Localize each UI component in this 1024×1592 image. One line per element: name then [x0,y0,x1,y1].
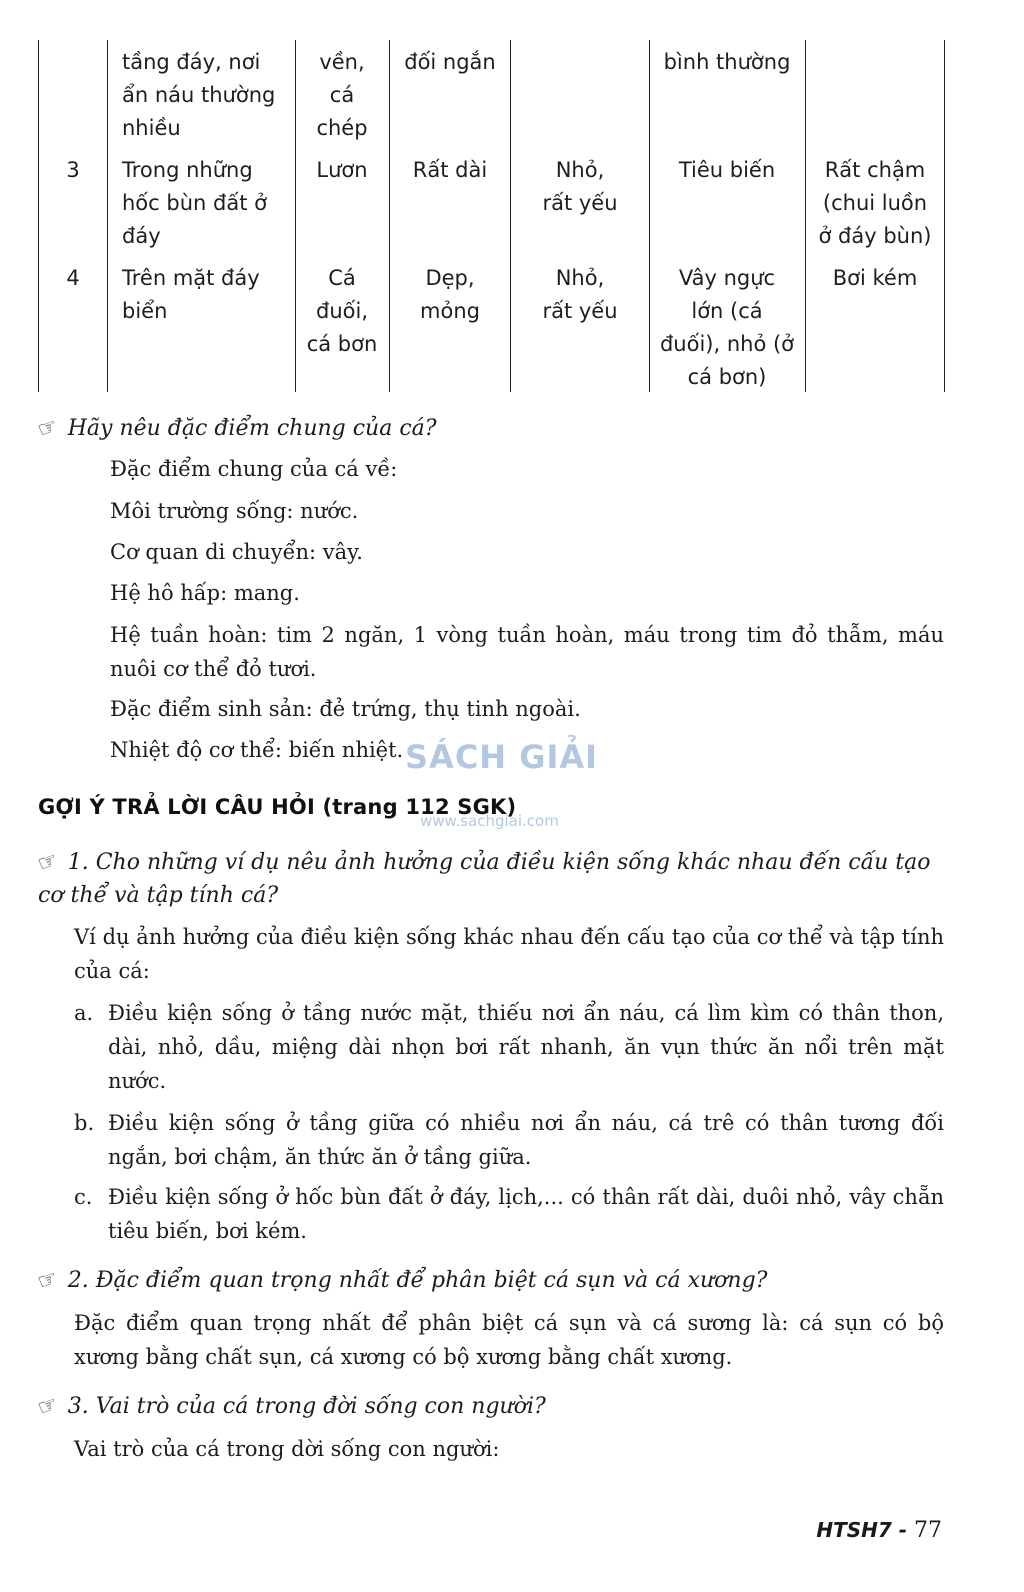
pointing-hand-icon: ☞ [34,847,62,878]
pointing-hand-icon: ☞ [34,1391,62,1422]
table-cell-tail: Nhỏ, rất yếu [542,158,618,215]
question-general-traits [34,412,437,445]
question-1 [34,846,944,912]
table-cell-body: Dẹp, mỏng [420,266,480,323]
answer-line: Hệ hô hấp: mang. [110,581,300,605]
table-cell-swimming: Bơi kém [832,266,918,290]
q1-intro: Ví dụ ảnh hưởng của điều kiện sống khác nhau đến cấu tạo của cơ thể và tập tính của cá: [74,925,944,983]
table-cell-number: 3 [66,158,80,182]
list-item-text: Điều kiện sống ở hốc bùn đất ở đáy, lịch,... có thân rất dài, duôi nhỏ, vây chẵn tiêu biến, bơi kém. [108,1185,944,1243]
answer-line: Cơ quan di chuyển: vây. [110,540,363,564]
table-cell-example: Cá đuối, cá bơn [306,266,378,356]
list-label: c. [74,1185,93,1209]
answer-line: Đặc điểm sinh sản: đẻ trứng, thụ tinh ngoài. [110,697,581,721]
question-text: 2. Đặc điểm quan trọng nhất để phân biệt cá sụn và cá xương? [67,1268,768,1293]
pointing-hand-icon: ☞ [34,1265,62,1296]
question-text: 1. Cho những ví dụ nêu ảnh hưởng của điều kiện sống khác nhau đến cấu tạo cơ thể và tập tính cá? [38,850,931,908]
section-heading: GỢI Ý TRẢ LỜI CÂU HỎI (trang 112 SGK) [38,795,517,819]
question-3 [34,1390,546,1423]
answer-line: Môi trường sống: nước. [110,499,359,523]
table-cell-tail: Nhỏ, rất yếu [542,266,618,323]
table-cell-location: tầng đáy, nơi ẩn náu thường nhiều [122,50,276,140]
table-cell-swimming: Rất chậm (chui luồn ở đáy bùn) [818,158,932,248]
table-cell-fins: Vây ngực lớn (cá đuối), nhỏ (ở cá bơn) [659,266,795,389]
list-label: a. [74,1001,94,1025]
page-footer [816,1518,942,1543]
table-cell-fins: Tiêu biến [678,158,776,182]
table-cell-body: Rất dài [412,158,488,182]
table-cell-body: đối ngắn [404,50,496,74]
table-cell-number: 4 [66,266,80,290]
list-item-text: Điều kiện sống ở tầng giữa có nhiều nơi ẩn náu, cá trê có thân tương đối ngắn, bơi chậm, ăn thức ăn ở tầng giữa. [108,1111,944,1169]
watermark-url: www.sachgiai.com [420,812,559,830]
answer-line: Nhiệt độ cơ thể: biến nhiệt. [110,738,404,762]
page-number: 77 [914,1518,942,1543]
question-text: Hãy nêu đặc điểm chung của cá? [67,416,437,441]
pointing-hand-icon: ☞ [34,413,62,444]
book-code: HTSH7 - [816,1518,908,1542]
fish-table [38,40,948,392]
watermark-logo: SÁCH GIẢI [405,738,599,776]
table-cell-location: Trên mặt đáy biển [122,266,260,323]
q3-answer: Vai trò của cá trong dời sống con người: [74,1437,500,1461]
answer-line: Đặc điểm chung của cá về: [110,457,398,481]
list-label: b. [74,1111,95,1135]
table-cell-fins: bình thường [663,50,791,74]
question-2 [34,1264,768,1297]
question-text: 3. Vai trò của cá trong đời sống con người? [67,1394,546,1419]
q2-answer: Đặc điểm quan trọng nhất để phân biệt cá sụn và cá sương là: cá sụn có bộ xương bằng chất sụn, cá xương có bộ xương bằng chất xương. [74,1311,944,1369]
table-cell-example: vền, cá chép [316,50,368,140]
table-cell-example: Lươn [316,158,368,182]
answer-line: Hệ tuần hoàn: tim 2 ngăn, 1 vòng tuần hoàn, máu trong tim đỏ thẫm, máu nuôi cơ thể đỏ tươi. [110,623,944,681]
list-item-text: Điều kiện sống ở tầng nước mặt, thiếu nơi ẩn náu, cá lìm kìm có thân thon, dài, nhỏ, dầu, miệng dài nhọn bơi rất nhanh, ăn vụn thức ăn nổi trên mặt nước. [108,1001,944,1093]
table-cell-location: Trong những hốc bùn đất ở đáy [122,158,267,248]
